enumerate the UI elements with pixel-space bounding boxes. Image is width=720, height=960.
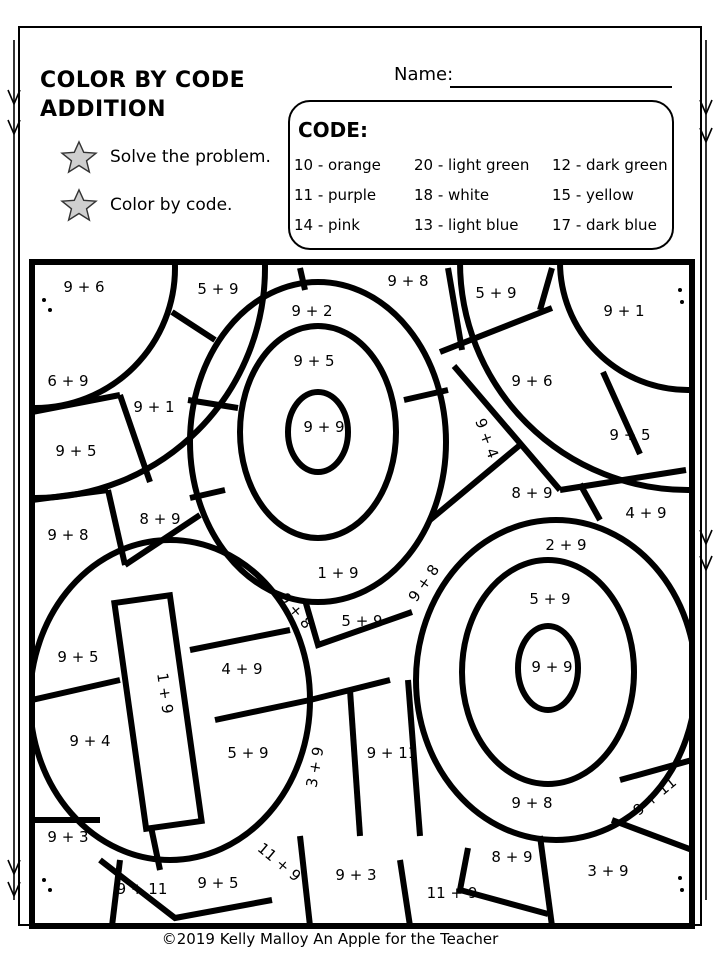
problem-label: 3 + 9: [587, 862, 629, 880]
problem-label: 1 + 9: [317, 564, 359, 582]
instruction-text-color: Color by code.: [110, 195, 233, 215]
title-line-1: COLOR BY CODE: [40, 68, 246, 93]
problem-label: 9 + 6: [63, 278, 105, 296]
footer-credit: ©2019 Kelly Malloy An Apple for the Teacher: [161, 930, 499, 948]
problem-label: 9 + 8: [511, 794, 553, 812]
problem-label: 9 + 5: [197, 874, 239, 892]
problem-label: 9 + 1: [133, 398, 175, 416]
problem-label: 9 + 11: [116, 880, 168, 898]
code-item: 12 - dark green: [552, 156, 668, 174]
problem-label: 6 + 9: [47, 372, 89, 390]
code-item: 14 - pink: [294, 216, 360, 234]
problem-label: 9 + 3: [47, 828, 89, 846]
problem-label: 9 + 8: [404, 561, 444, 606]
problem-label: 11 + 9: [253, 838, 305, 886]
problem-label: 9 + 4: [471, 415, 503, 461]
problem-label: 9 + 3: [335, 866, 377, 884]
name-label: Name:: [394, 64, 454, 85]
problem-label: 9 + 8: [47, 526, 89, 544]
problem-label: 8 + 9: [511, 484, 553, 502]
code-item: 17 - dark blue: [552, 216, 657, 234]
problem-label: 9 + 8: [275, 589, 316, 633]
problem-label: 9 + 11: [629, 772, 681, 820]
title-line-2: ADDITION: [40, 97, 167, 122]
problem-label: 9 + 1: [603, 302, 645, 320]
problem-label: 4 + 9: [625, 504, 667, 522]
problem-label: 1 + 9: [153, 671, 177, 715]
problem-label: 4 + 9: [221, 660, 263, 678]
problem-label: 9 + 11: [366, 744, 418, 762]
code-title: CODE:: [298, 118, 368, 142]
code-item: 11 - purple: [294, 186, 377, 204]
problem-label: 2 + 9: [545, 536, 587, 554]
code-item: 20 - light green: [414, 156, 530, 174]
problem-label: 9 + 5: [57, 648, 99, 666]
instruction-text-solve: Solve the problem.: [110, 147, 271, 167]
problem-label: 9 + 5: [609, 426, 651, 444]
problem-label: 3 + 9: [302, 745, 328, 789]
code-item: 10 - orange: [294, 156, 381, 174]
problem-label: 9 + 2: [291, 302, 333, 320]
problem-label: 11 + 9: [426, 884, 478, 902]
problem-label: 9 + 5: [293, 352, 335, 370]
problem-label: 8 + 9: [139, 510, 181, 528]
problem-label: 9 + 8: [387, 272, 429, 290]
code-item: 15 - yellow: [552, 186, 634, 204]
puzzle-lines: [0, 34, 720, 926]
problem-label: 5 + 9: [529, 590, 571, 608]
problem-label: 9 + 6: [511, 372, 553, 390]
code-item: 13 - light blue: [414, 216, 519, 234]
problem-label: 5 + 9: [475, 284, 517, 302]
problem-label: 9 + 9: [303, 418, 345, 436]
problem-label: 8 + 9: [491, 848, 533, 866]
problem-label: 9 + 4: [69, 732, 111, 750]
problem-label: 9 + 9: [531, 658, 573, 676]
problem-label: 5 + 9: [197, 280, 239, 298]
problem-label: 9 + 5: [55, 442, 97, 460]
number-one-shape: [114, 595, 201, 829]
code-item: 18 - white: [414, 186, 490, 204]
problem-label: 5 + 9: [227, 744, 269, 762]
problem-label: 5 + 9: [341, 612, 383, 630]
